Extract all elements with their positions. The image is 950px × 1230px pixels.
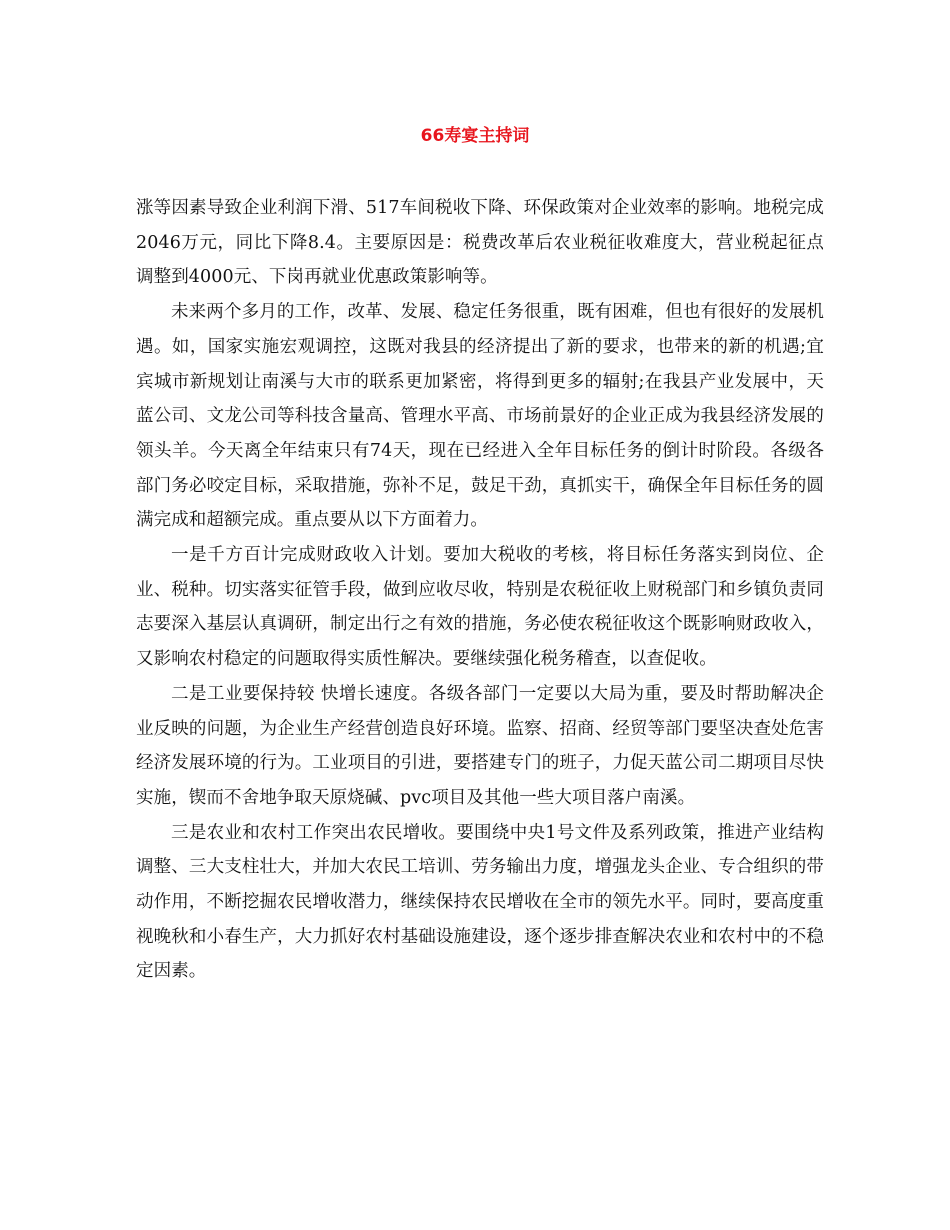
document-title: 66寿宴主持词	[420, 126, 530, 146]
document-body	[136, 191, 824, 989]
paragraph-5: 三是农业和农村工作突出农民增收。要围绕中央1号文件及系列政策，推进产业结构调整、三大支柱壮大，并加大农民工培训、劳务输出力度，增强龙头企业、专合组织的带动作用，不断挖掘农民增收潜力，继续保持农民增收在全市的领先水平。同时，要高度重视晚秋和小春生产，大力抓好农村基础设施建设，逐个逐步排查解决农业和农村中的不稳定因素。	[136, 822, 824, 982]
paragraph-4: 二是工业要保持较 快增长速度。各级各部门一定要以大局为重，要及时帮助解决企业反映的问题，为企业生产经营创造良好环境。监察、招商、经贸等部门要坚决查处危害经济发展环境的行为。工业项目的引进，要搭建专门的班子，力促天蓝公司二期项目尽快实施，锲而不舍地争取天原烧碱、pvc项目及其他一些大项目落户南溪。	[136, 683, 824, 808]
paragraph-3: 一是千方百计完成财政收入计划。要加大税收的考核，将目标任务落实到岗位、企业、税种。切实落实征管手段，做到应收尽收，特别是农税征收上财税部门和乡镇负责同志要深入基层认真调研，制定出行之有效的措施，务必使农税征收这个既影响财政收入，又影响农村稳定的问题取得实质性解决。要继续强化税务稽查，以查促收。	[136, 545, 824, 670]
paragraph-2: 未来两个多月的工作，改革、发展、稳定任务很重，既有困难，但也有很好的发展机遇。如，国家实施宏观调控，这既对我县的经济提出了新的要求，也带来的新的机遇;宜宾城市新规划让南溪与大市的联系更加紧密，将得到更多的辐射;在我县产业发展中，天蓝公司、文龙公司等科技含量高、管理水平高、市场前景好的企业正成为我县经济发展的领头羊。今天离全年结束只有74天，现在已经进入全年目标任务的倒计时阶段。各级各部门务必咬定目标，采取措施，弥补不足，鼓足干劲，真抓实干，确保全年目标任务的圆满完成和超额完成。重点要从以下方面着力。	[136, 302, 824, 531]
paragraph-1: 涨等因素导致企业利润下滑、517车间税收下降、环保政策对企业效率的影响。地税完成2046万元，同比下降8.4。主要原因是：税费改革后农业税征收难度大，营业税起征点调整到4000元、下岗再就业优惠政策影响等。	[136, 198, 824, 288]
